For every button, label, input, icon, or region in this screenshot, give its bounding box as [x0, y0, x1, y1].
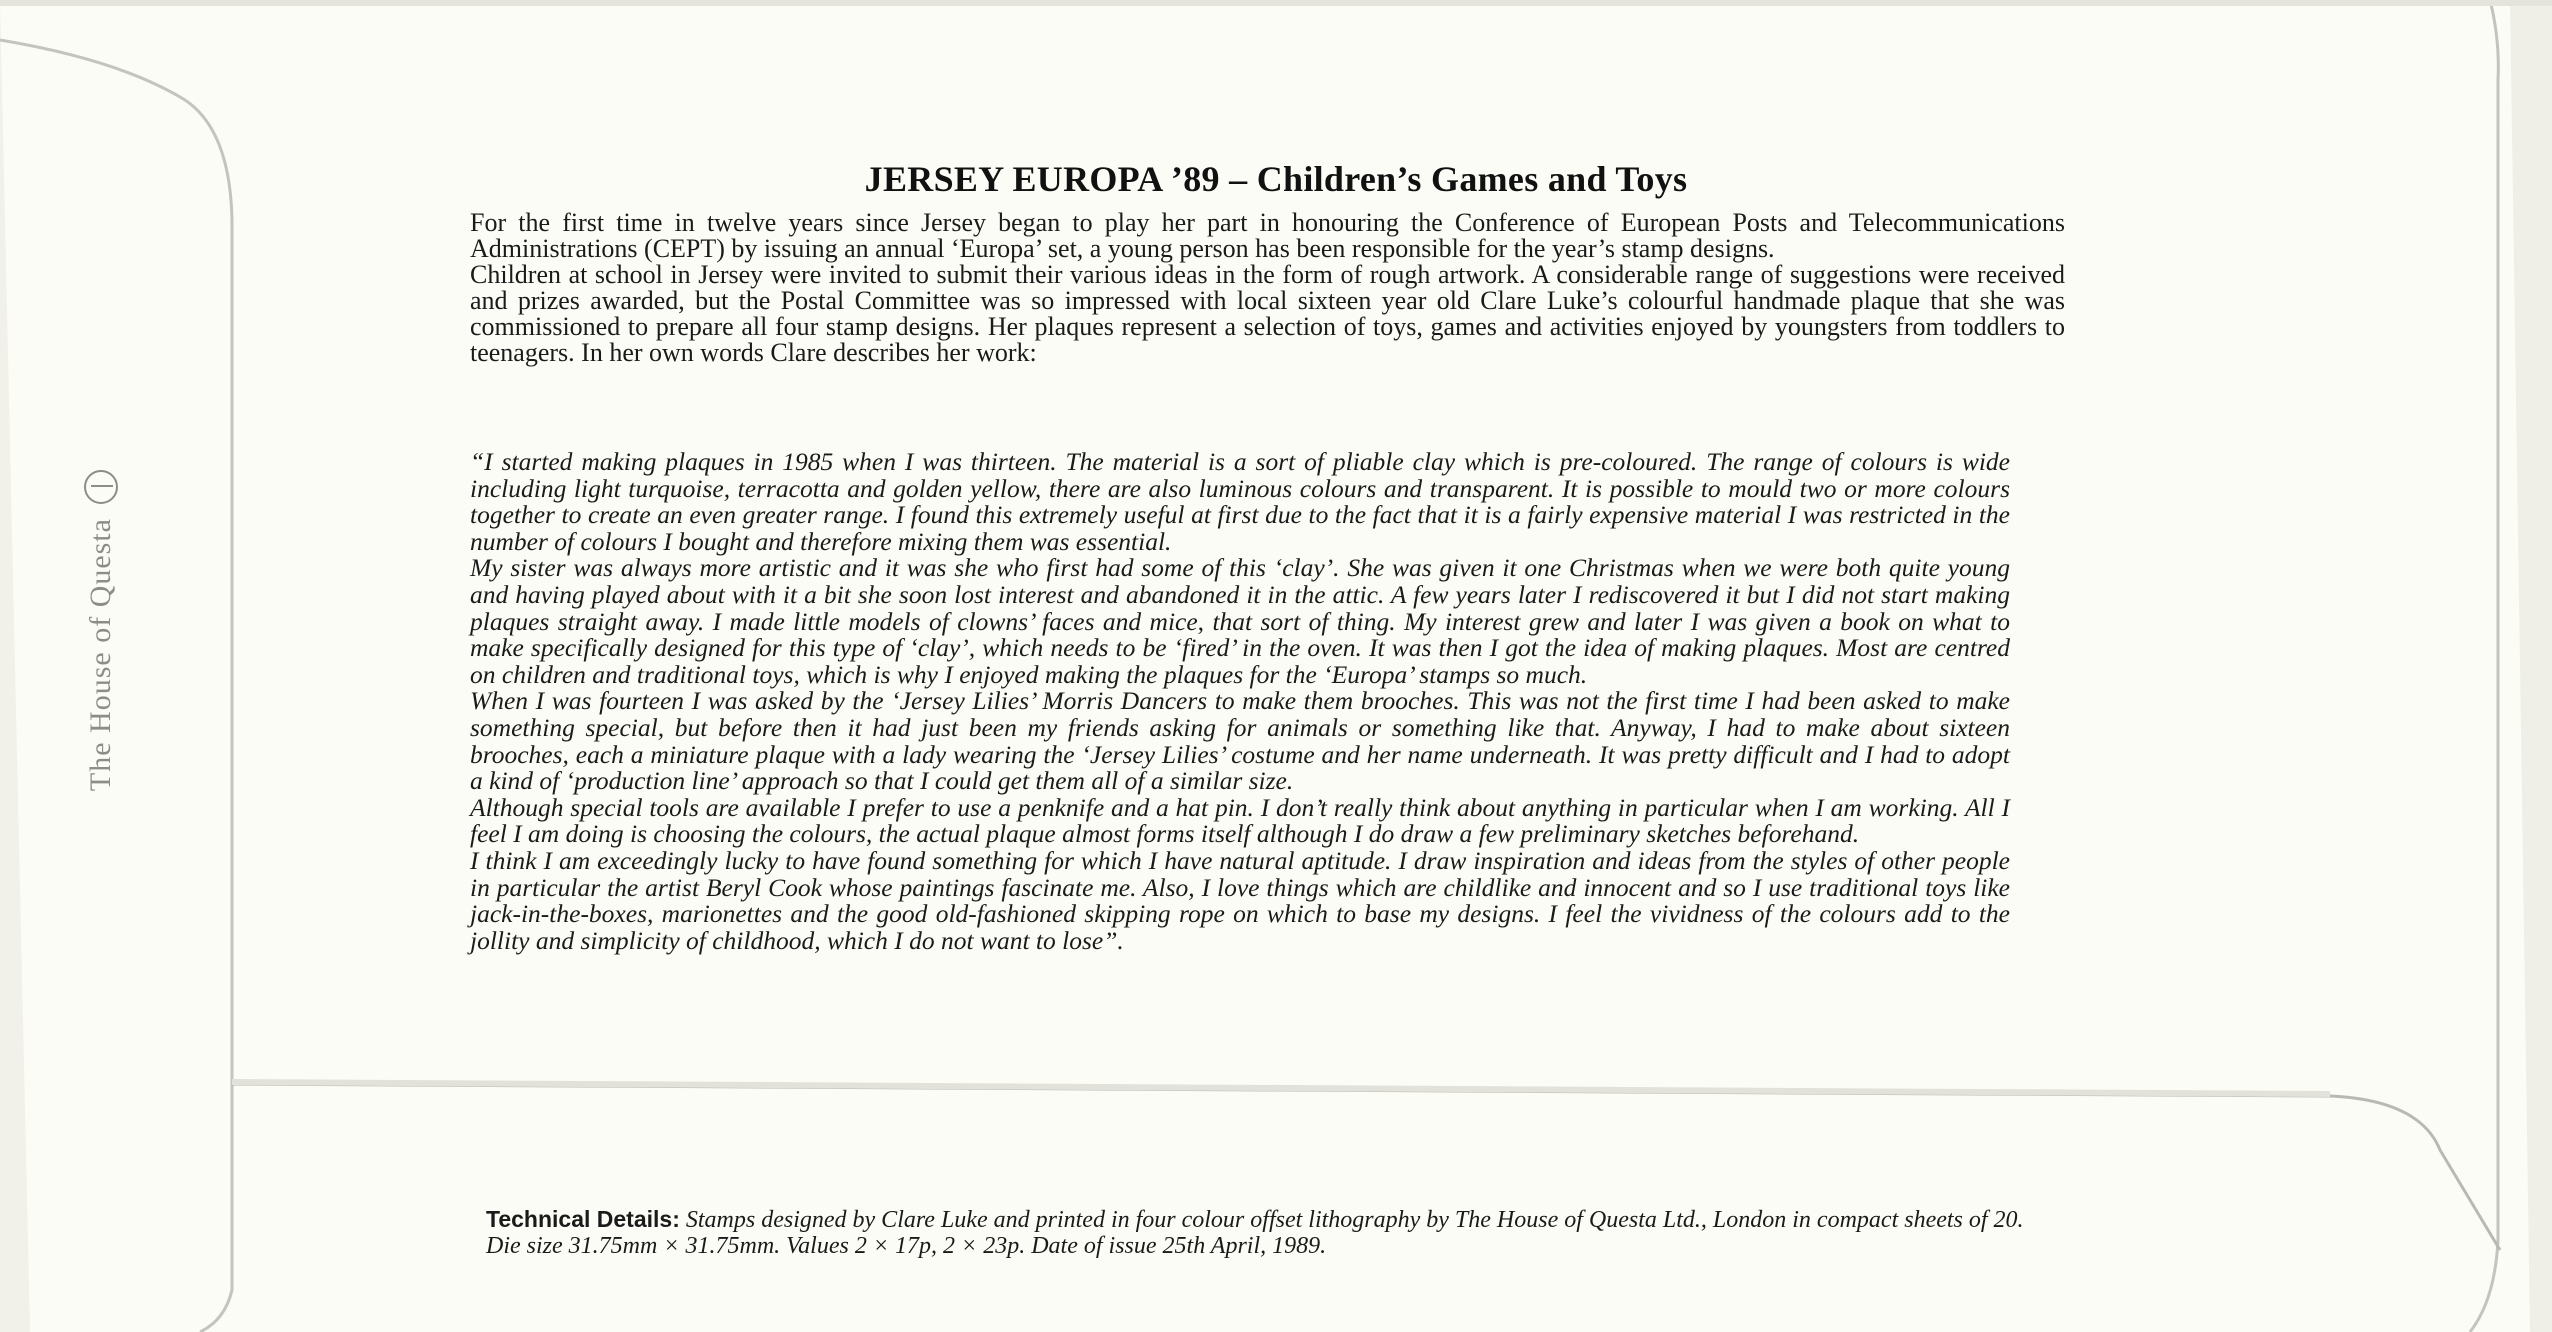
technical-details: [486, 1206, 2061, 1259]
quote-paragraph: When I was fourteen I was asked by the ‘Jersey Lilies’ Morris Dancers to make them brooches. This was not the first time I had been asked to make something special, but before then it had just been my friends asking for animals or something like that. Anyway, I had to make about sixteen brooches, each a miniature plaque with a lady wearing the ‘Jersey Lilies’ costume and her name underneath. It was pretty difficult and I had to adopt a kind of ‘production line’ approach so that I could get them all of a similar size.: [470, 686, 2010, 796]
questa-logo-icon: [84, 470, 118, 504]
clare-quote: [470, 449, 2010, 954]
printer-imprint: [84, 470, 118, 970]
page-title: JERSEY EUROPA ’89 – Children’s Games and Toys: [864, 159, 1688, 199]
intro-text: [470, 210, 2065, 366]
technical-details-text: Stamps designed by Clare Luke and printed in four colour offset lithography by The House of Questa Ltd., London in compact sheets of 20. Die size 31.75mm × 31.75mm. Values 2 × 17p, 2 × 23p. Date of issue 25th April, 1989.: [486, 1207, 2024, 1259]
printer-imprint-text: The House of Questa: [84, 518, 117, 792]
quote-paragraph: My sister was always more artistic and it was she who first had some of this ‘clay’. She was given it one Christmas when we were both quite young and having played about with it a bit she soon lost interest and abandoned it in the attic. A few years later I rediscovered it but I did not start making plaques straight away. I made little models of clowns’ faces and mice, that sort of thing. My interest grew and later I was given a book on what to make specifically designed for this type of ‘clay’, which needs to be ‘fired’ in the oven. It was then I got the idea of making plaques. Most are centred on children and traditional toys, which is why I enjoyed making the plaques for the ‘Europa’ stamps so much.: [470, 553, 2010, 689]
intro-paragraph: For the first time in twelve years since Jersey began to play her part in honouring the Conference of European Posts and Telecommunications Administrations (CEPT) by issuing an annual ‘Europa’ set, a young person has been responsible for the year’s stamp designs.: [470, 208, 2065, 263]
technical-details-label: Technical Details:: [486, 1206, 680, 1232]
intro-paragraph: Children at school in Jersey were invited to submit their various ideas in the form of rough artwork. A considerable range of suggestions were received and prizes awarded, but the Postal Committee was so impressed with local sixteen year old Clare Luke’s colourful handmade plaque that she was commissioned to prepare all four stamp designs. Her plaques represent a selection of toys, games and activities enjoyed by youngsters from toddlers to teenagers. In her own words Clare describes her work:: [470, 260, 2065, 367]
quote-paragraph: Although special tools are available I prefer to use a penknife and a hat pin. I don’t really think about anything in particular when I am working. All I feel I am doing is choosing the colours, the actual plaque almost forms itself although I do draw a few preliminary sketches beforehand.: [470, 792, 2010, 849]
quote-paragraph: “I started making plaques in 1985 when I was thirteen. The material is a sort of pliable clay which is pre-coloured. The range of colours is wide including light turquoise, terracotta and golden yellow, there are also luminous colours and transparent. It is possible to mould two or more colours together to create an even greater range. I found this extremely useful at first due to the fact that it is a fairly expensive material I was restricted in the number of colours I bought and therefore mixing them was essential.: [470, 447, 2010, 556]
quote-paragraph: I think I am exceedingly lucky to have found something for which I have natural aptitude. I draw inspiration and ideas from the styles of other people in particular the artist Beryl Cook whose paintings fascinate me. Also, I love things which are childlike and innocent and so I use traditional toys like jack-in-the-boxes, marionettes and the good old-fashioned skipping rope on which to base my designs. I feel the vividness of the colours add to the jollity and simplicity of childhood, which I do not want to lose”.: [470, 845, 2010, 955]
